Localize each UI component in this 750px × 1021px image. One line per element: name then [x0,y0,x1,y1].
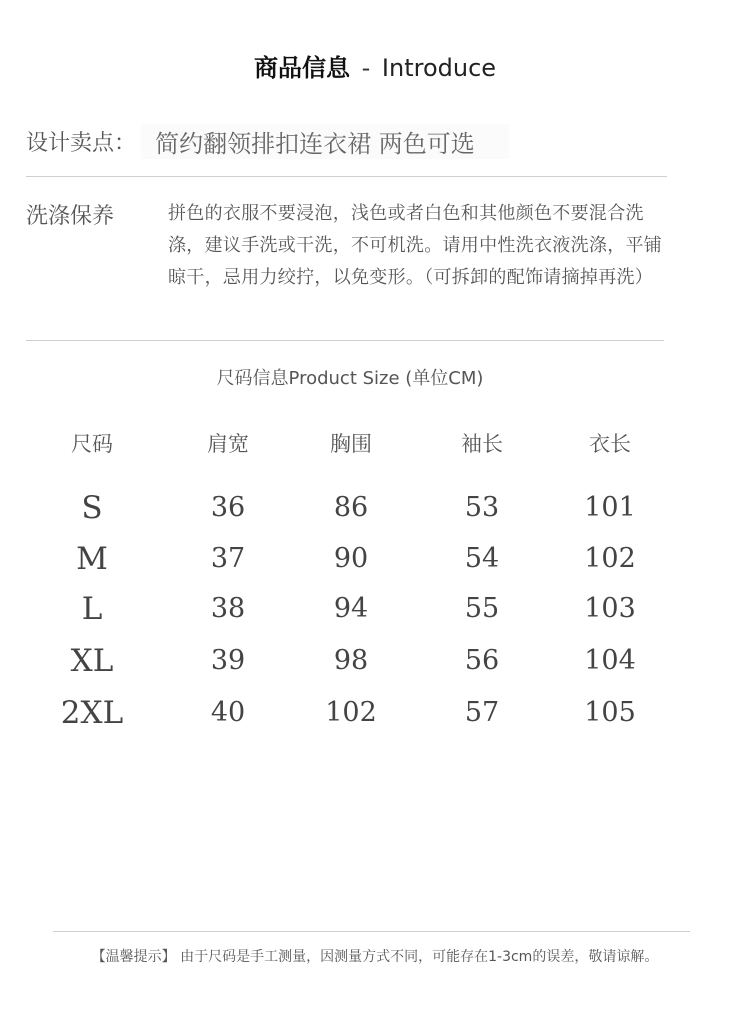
cell-sleeve: 55 [464,593,500,624]
cell-size: M [76,541,108,577]
divider [26,176,667,177]
cell-size: L [81,591,103,627]
measurement-tip: 【温馨提示】 由于尺码是手工测量，因测量方式不同，可能存在1-3cm的误差，敬请谅解。 [91,949,659,965]
cell-length: 103 [584,593,636,624]
selling-point-value: 简约翻领排扣连衣裙 两色可选 [141,124,509,159]
table-row [0,693,750,737]
column-header-size: 尺码 [71,432,113,456]
cell-shoulder: 38 [210,593,246,624]
size-table-header [0,425,750,465]
title-separator: - [361,54,371,82]
cell-length: 102 [584,543,636,574]
cell-size: 2XL [60,695,124,731]
size-table-heading: 尺码信息Product Size (单位CM) [216,368,484,389]
cell-size: XL [70,643,114,679]
divider [53,931,690,932]
cell-sleeve: 53 [464,492,500,523]
cell-length: 105 [584,697,636,728]
selling-point-label: 设计卖点： [26,131,137,156]
title-chinese: 商品信息 [253,54,350,82]
cell-bust: 98 [333,645,369,676]
cell-size: S [81,490,103,526]
table-row [0,589,750,633]
table-row [0,488,750,532]
cell-bust: 90 [333,543,369,574]
cell-bust: 94 [333,593,369,624]
cell-shoulder: 40 [210,697,246,728]
cell-shoulder: 39 [210,645,246,676]
cell-length: 104 [584,645,636,676]
cell-sleeve: 56 [464,645,500,676]
cell-shoulder: 37 [210,543,246,574]
cell-sleeve: 57 [464,697,500,728]
cell-sleeve: 54 [464,543,500,574]
column-header-length: 衣长 [589,432,631,456]
cell-length: 101 [584,492,636,523]
column-header-bust: 胸围 [330,432,372,456]
care-label: 洗涤保养 [26,204,115,229]
care-instructions: 拼色的衣服不要浸泡，浅色或者白色和其他颜色不要混合洗涤，建议手洗或干洗，不可机洗。请用中性洗衣液洗涤，平铺晾干，忌用力绞拧，以免变形。（可拆卸的配饰请摘掉再洗） [168,203,663,288]
cell-bust: 86 [333,492,369,523]
table-row [0,539,750,583]
title-english: Introduce [381,54,497,82]
cell-shoulder: 36 [210,492,246,523]
column-header-shoulder: 肩宽 [207,432,249,456]
selling-point [26,124,509,159]
table-row [0,641,750,685]
divider [26,340,664,341]
column-header-sleeve: 袖长 [461,432,503,456]
cell-bust: 102 [325,697,377,728]
page-title [0,52,750,84]
